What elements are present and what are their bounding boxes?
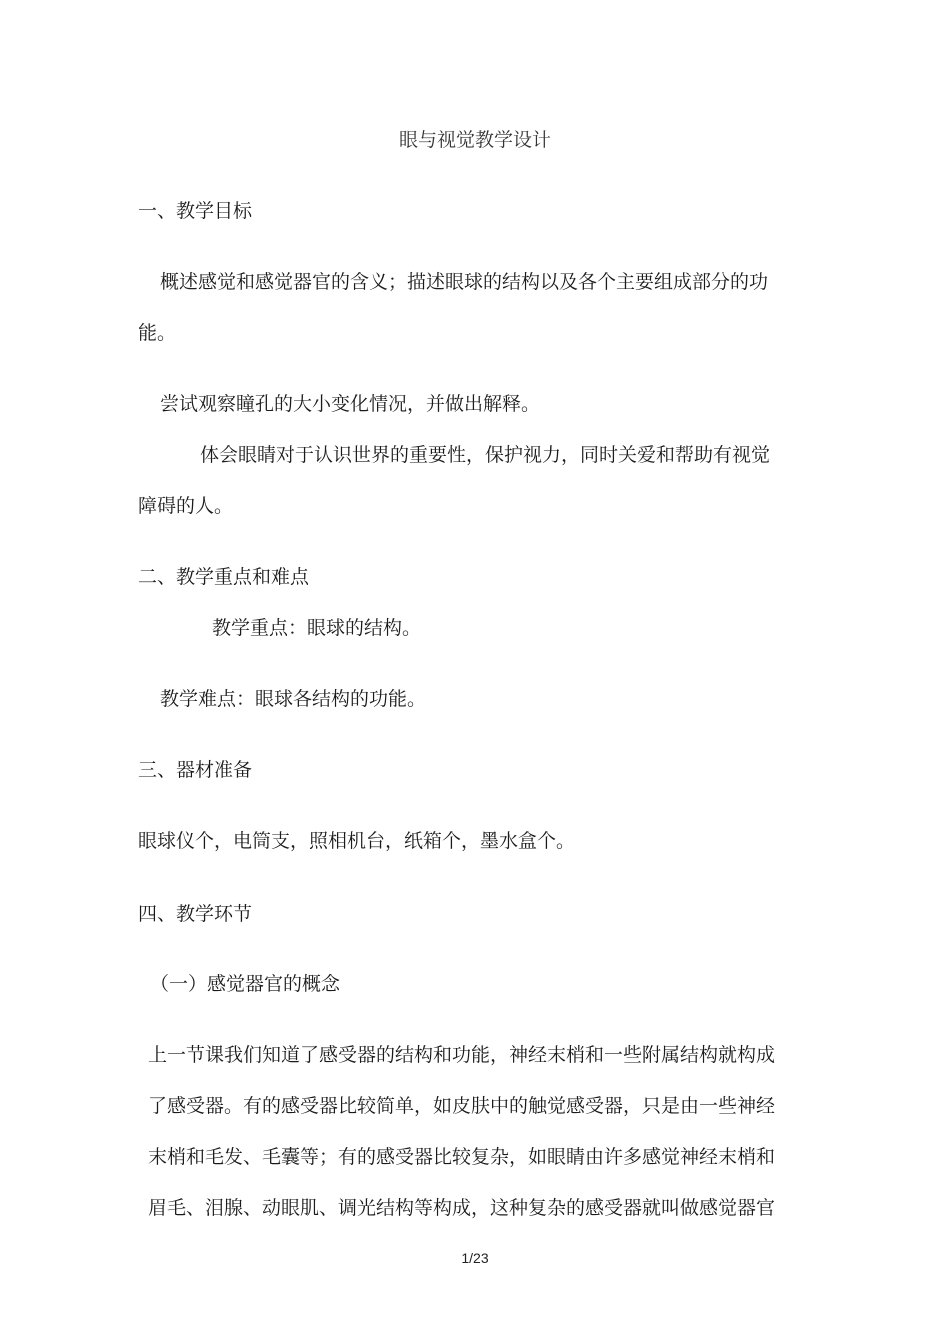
objective-line-2: 能。 — [138, 322, 177, 344]
paragraph-line-3: 末梢和毛发、毛囊等；有的感受器比较复杂，如眼睛由许多感觉神经末梢和 — [148, 1146, 776, 1168]
materials-text: 眼球仪个，电筒支，照相机台，纸箱个，墨水盒个。 — [138, 830, 576, 852]
section-heading-process: 四、教学环节 — [138, 903, 253, 925]
objective-line-1: 概述感觉和感觉器官的含义；描述眼球的结构以及各个主要组成部分的功 — [160, 271, 769, 293]
paragraph-line-1: 上一节课我们知道了感受器的结构和功能，神经末梢和一些附属结构就构成 — [148, 1044, 776, 1066]
page-number: 1/23 — [461, 1250, 489, 1266]
teaching-focus: 教学重点：眼球的结构。 — [212, 617, 422, 639]
objective-line-3: 尝试观察瞳孔的大小变化情况，并做出解释。 — [160, 393, 541, 415]
section-heading-objectives: 一、教学目标 — [138, 200, 253, 222]
teaching-difficulty: 教学难点：眼球各结构的功能。 — [160, 688, 427, 710]
subsection-heading: （一）感觉器官的概念 — [150, 973, 341, 995]
objective-line-4: 体会眼睛对于认识世界的重要性，保护视力，同时关爱和帮助有视觉 — [200, 444, 771, 466]
section-heading-materials: 三、器材准备 — [138, 759, 253, 781]
paragraph-line-4: 眉毛、泪腺、动眼肌、调光结构等构成，这种复杂的感受器就叫做感觉器官 — [148, 1197, 776, 1219]
document-title: 眼与视觉教学设计 — [398, 129, 551, 151]
section-heading-key-points: 二、教学重点和难点 — [138, 566, 310, 588]
paragraph-line-2: 了感受器。有的感受器比较简单，如皮肤中的触觉感受器，只是由一些神经 — [148, 1095, 776, 1117]
objective-line-5: 障碍的人。 — [138, 495, 234, 517]
